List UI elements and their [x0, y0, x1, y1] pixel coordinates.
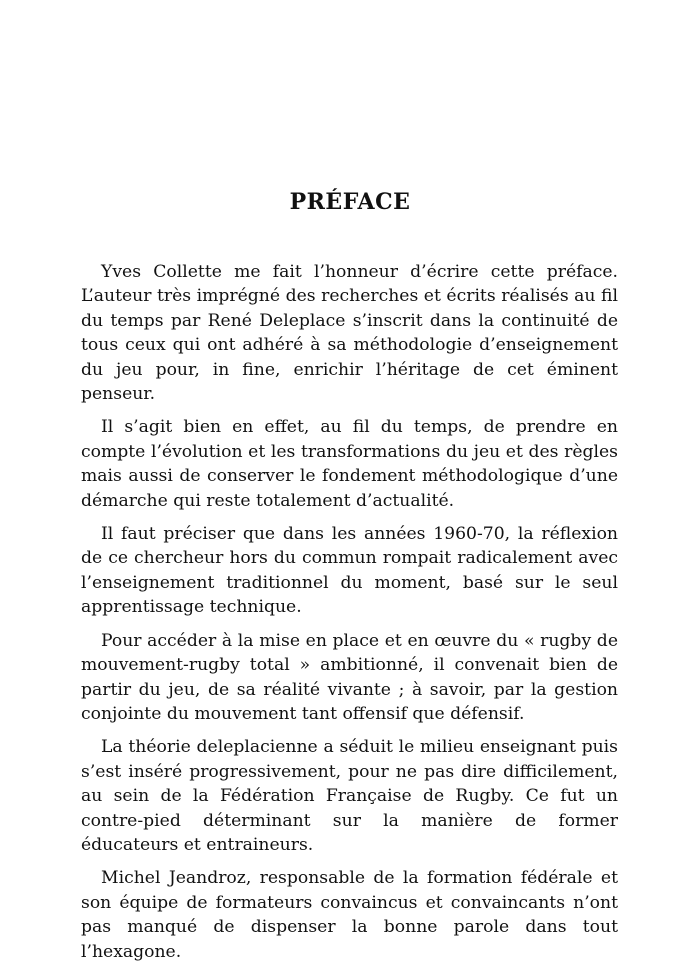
paragraph: Il faut préciser que dans les années 1960-70, la réflexion de ce chercheur hors du commun rompait radicalement avec l’enseignement traditionnel du moment, basé sur le seul apprentissage technique.: [81, 524, 618, 618]
paragraph: La théorie deleplacienne a séduit le milieu enseignant puis s’est inséré progressivement, pour ne pas dire difficilement, au sein de la Fédération Française de Rugby. Ce fut un contre-pied déterminant sur la manière de former éducateurs et entraineurs.: [81, 737, 618, 855]
page-title: PRÉFACE: [289, 189, 411, 215]
paragraph: Pour accéder à la mise en place et en œuvre du « rugby de mouvement-rugby total » ambitionné, il convenait bien de partir du jeu, de sa réalité vivante ; à savoir, par la gestion conjointe du mouvement tant offensif que défensif.: [81, 630, 618, 724]
paragraph: Michel Jeandroz, responsable de la formation fédérale et son équipe de formateurs convaincus et convaincants n’ont pas manqué de dispenser la bonne parole dans tout l’hexagone.: [81, 868, 618, 962]
paragraph: Il s’agit bien en effet, au fil du temps, de prendre en compte l’évolution et les transformations du jeu et des règles mais aussi de conserver le fondement méthodologique d’une démarche qui reste totalement d’actualité.: [81, 417, 618, 511]
paragraph: Yves Collette me fait l’honneur d’écrire cette préface. L’auteur très imprégné des recherches et écrits réalisés au fil du temps par René Deleplace s’inscrit dans la continuité de tous ceux qui ont adhéré à sa méthodologie d’enseignement du jeu pour, in fine, enrichir l’héritage de cet éminent penseur.: [81, 262, 618, 405]
preface-body: [81, 260, 618, 973]
